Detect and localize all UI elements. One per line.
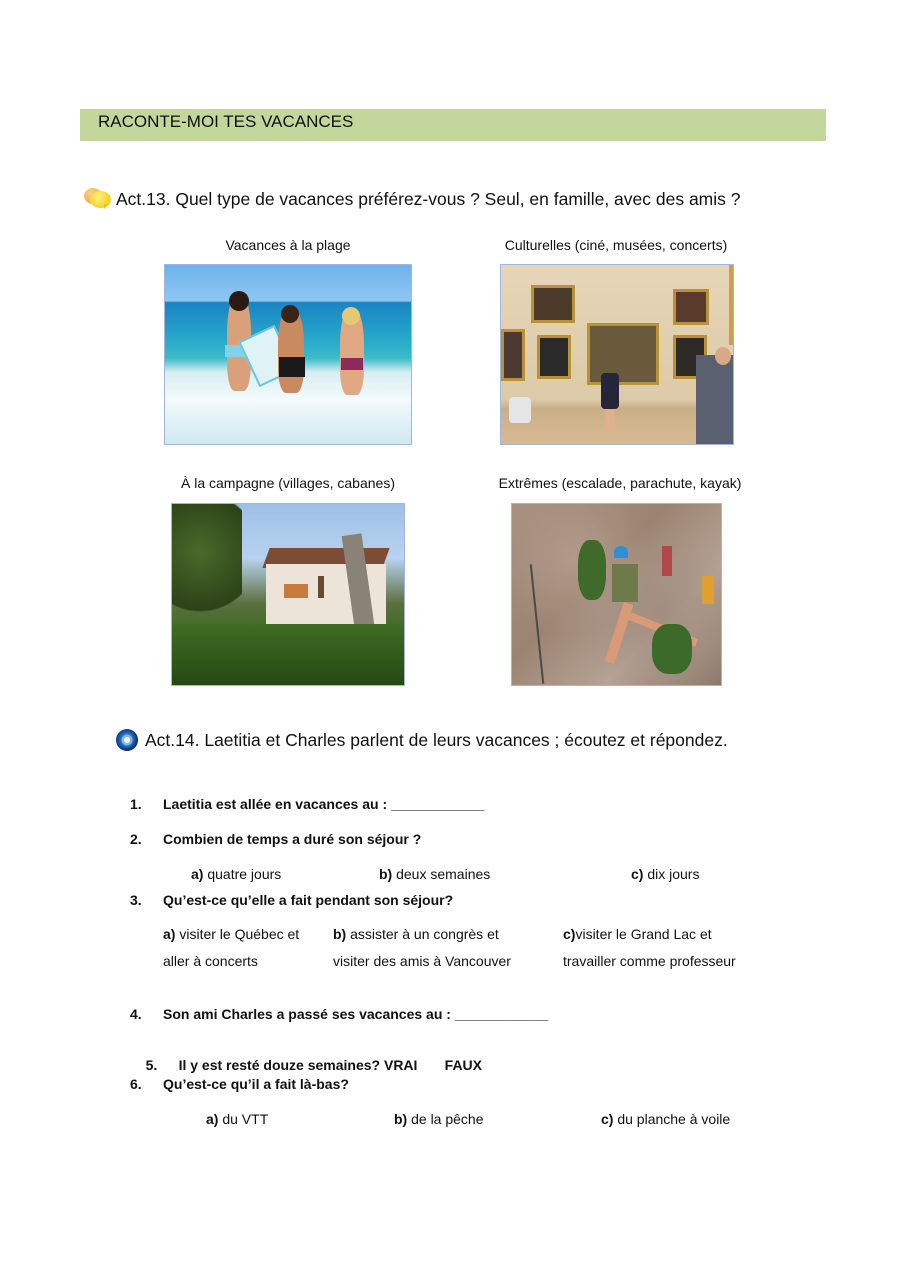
question-5-text[interactable]: Il y est resté douze semaines? VRAI FAUX — [178, 1057, 482, 1073]
question-2: 2. Combien de temps a duré son séjour ? — [130, 831, 422, 847]
question-6: 6. Qu’est-ce qu’il a fait là-bas? — [130, 1076, 349, 1092]
question-4: 4. Son ami Charles a passé ses vacances au : ____________ — [130, 1006, 549, 1022]
museum-photo — [500, 264, 734, 445]
question-3: 3. Qu’est-ce qu’elle a fait pendant son séjour? — [130, 892, 454, 908]
question-2-option-a[interactable]: a) quatre jours — [191, 866, 282, 882]
act13-heading — [82, 186, 741, 212]
section-header-bar — [80, 109, 826, 141]
question-6-option-a[interactable]: a) du VTT — [206, 1111, 269, 1127]
act14-heading — [116, 729, 728, 751]
question-2-option-b[interactable]: b) deux semaines — [379, 866, 491, 882]
act14-title: Act.14. Laetitia et Charles parlent de leurs vacances ; écoutez et répondez. — [145, 729, 728, 750]
caption-culture: Culturelles (ciné, musées, concerts) — [504, 237, 728, 253]
section-title: RACONTE-MOI TES VACANCES — [98, 112, 354, 131]
question-3-option-b[interactable]: b) assister à un congrès et visiter des amis à Vancouver — [333, 926, 511, 969]
question-2-option-c[interactable]: c) dix jours — [631, 866, 700, 882]
cd-audio-icon[interactable] — [116, 729, 138, 751]
question-4-text[interactable]: Son ami Charles a passé ses vacances au : ____________ — [163, 1006, 549, 1022]
caption-extreme: Extrêmes (escalade, parachute, kayak) — [498, 475, 742, 491]
question-5: 5. Il y est resté douze semaines? VRAI FAUX — [145, 1057, 482, 1073]
climbing-photo — [511, 503, 722, 686]
act13-title: Act.13. Quel type de vacances préférez-vous ? Seul, en famille, avec des amis ? — [116, 188, 741, 209]
caption-countryside: À la campagne (villages, cabanes) — [180, 475, 395, 491]
question-6-option-c[interactable]: c) du planche à voile — [601, 1111, 731, 1127]
question-3-option-a[interactable]: a) visiter le Québec et aller à concerts — [163, 926, 300, 969]
question-1-text[interactable]: Laetitia est allée en vacances au : ____________ — [163, 796, 485, 812]
question-3-option-c[interactable]: c)visiter le Grand Lac et travailler comme professeur — [563, 926, 736, 969]
countryside-photo — [171, 503, 405, 686]
speech-bubbles-icon — [82, 186, 112, 212]
question-1: 1. Laetitia est allée en vacances au : ____________ — [130, 796, 485, 812]
caption-beach: Vacances à la plage — [225, 237, 351, 253]
question-6-option-b[interactable]: b) de la pêche — [394, 1111, 484, 1127]
beach-photo — [164, 264, 412, 445]
